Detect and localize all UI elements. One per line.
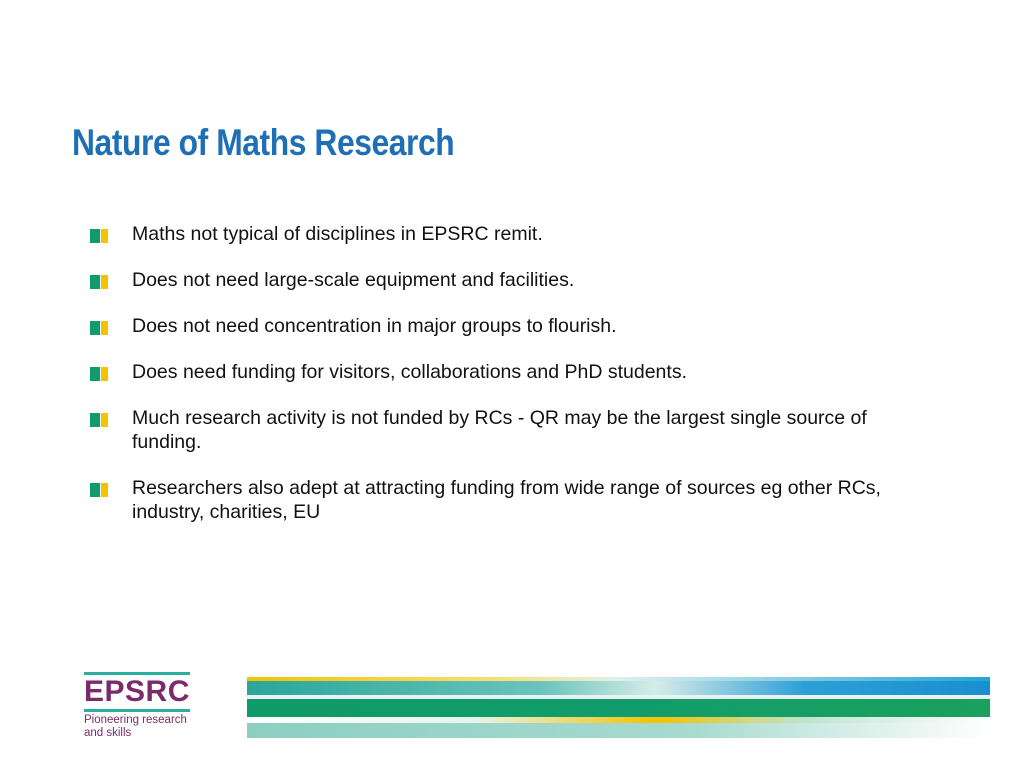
slide-title: Nature of Maths Research xyxy=(72,122,455,163)
bullet-item xyxy=(90,268,910,292)
bullet-marker-icon xyxy=(90,321,110,335)
logo-wordmark: EPSRC xyxy=(84,675,190,708)
epsrc-logo xyxy=(84,672,194,742)
bullet-item xyxy=(90,360,910,384)
bullet-text: Maths not typical of disciplines in EPSRC remit. xyxy=(132,223,543,245)
logo-tagline xyxy=(84,714,204,740)
bullet-marker-icon xyxy=(90,367,110,381)
footer-banner-graphic xyxy=(247,677,990,738)
bullet-item xyxy=(90,222,910,246)
bullet-list xyxy=(90,222,910,546)
bullet-text: Does not need concentration in major groups to flourish. xyxy=(132,315,617,337)
bullet-marker-icon xyxy=(90,275,110,289)
logo-tagline-line1: Pioneering research xyxy=(84,714,187,726)
bullet-text: Does not need large-scale equipment and facilities. xyxy=(132,269,575,291)
bullet-item xyxy=(90,476,910,524)
bullet-item xyxy=(90,406,910,454)
bullet-text: Does need funding for visitors, collaborations and PhD students. xyxy=(132,361,687,383)
logo-rule-bottom xyxy=(84,709,190,712)
bullet-marker-icon xyxy=(90,229,110,243)
bullet-text: Researchers also adept at attracting funding from wide range of sources eg other RCs, industry, charities, EU xyxy=(132,477,881,523)
bullet-marker-icon xyxy=(90,483,110,497)
logo-tagline-line2: and skills xyxy=(84,727,132,739)
bullet-text: Much research activity is not funded by RCs - QR may be the largest single source of funding. xyxy=(132,407,867,453)
bullet-marker-icon xyxy=(90,413,110,427)
bullet-item xyxy=(90,314,910,338)
